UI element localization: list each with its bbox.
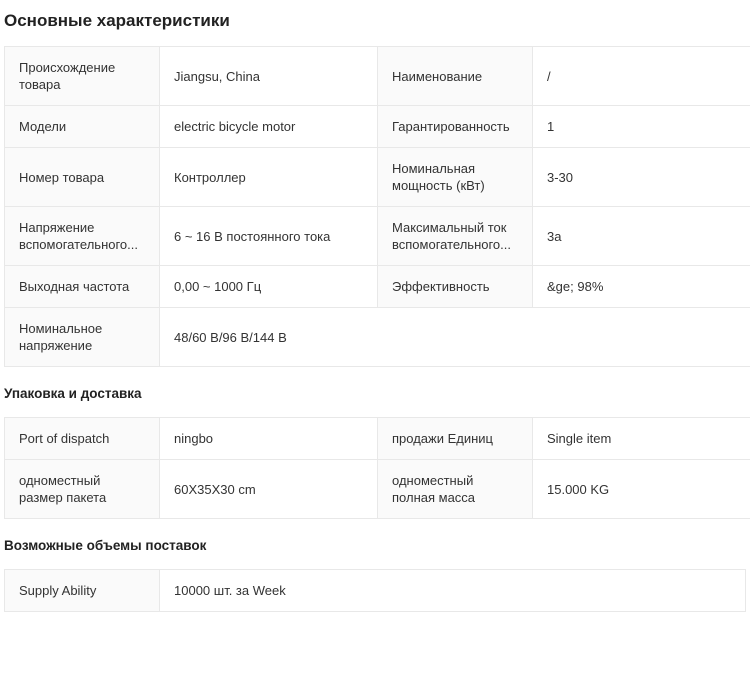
spec-label: Port of dispatch xyxy=(5,418,160,460)
section-title-supply-ability: Возможные объемы поставок xyxy=(4,535,750,557)
spec-value: 3-30 xyxy=(533,148,750,207)
spec-value: 10000 шт. за Week xyxy=(160,570,746,612)
spec-label: Выходная частота xyxy=(5,266,160,308)
spec-value: &ge; 98% xyxy=(533,266,750,308)
table-row xyxy=(5,460,750,519)
table-row xyxy=(5,308,750,367)
spec-label: Supply Ability xyxy=(5,570,160,612)
spec-value: 60X35X30 cm xyxy=(160,460,378,519)
spec-value: Jiangsu, China xyxy=(160,47,378,106)
spec-label: Модели xyxy=(5,106,160,148)
main-specs-table xyxy=(4,46,750,367)
spec-label: одноместный размер пакета xyxy=(5,460,160,519)
section-title-main-specs: Основные характеристики xyxy=(4,10,750,32)
table-row xyxy=(5,207,750,266)
spec-value: 0,00 ~ 1000 Гц xyxy=(160,266,378,308)
spec-label: Эффективность xyxy=(378,266,533,308)
spec-value: Контроллер xyxy=(160,148,378,207)
spec-value: 6 ~ 16 В постоянного тока xyxy=(160,207,378,266)
spec-label: Номер товара xyxy=(5,148,160,207)
table-row xyxy=(5,148,750,207)
table-row xyxy=(5,570,746,612)
spec-label: Происхождение товара xyxy=(5,47,160,106)
table-row xyxy=(5,106,750,148)
spec-label: продажи Единиц xyxy=(378,418,533,460)
spec-value: ningbo xyxy=(160,418,378,460)
spec-label: Напряжение вспомогательного... xyxy=(5,207,160,266)
spec-label: Гарантированность xyxy=(378,106,533,148)
spec-label: Максимальный ток вспомогательного... xyxy=(378,207,533,266)
table-row xyxy=(5,266,750,308)
spec-value: / xyxy=(533,47,750,106)
spec-label: Номинальная мощность (кВт) xyxy=(378,148,533,207)
spec-value: electric bicycle motor xyxy=(160,106,378,148)
packaging-table xyxy=(4,417,750,519)
spec-label: Номинальное напряжение xyxy=(5,308,160,367)
spec-label: одноместный полная масса xyxy=(378,460,533,519)
supply-ability-table xyxy=(4,569,746,612)
spec-value: Single item xyxy=(533,418,750,460)
spec-value: 3а xyxy=(533,207,750,266)
spec-label: Наименование xyxy=(378,47,533,106)
product-specs-page xyxy=(0,10,750,612)
section-title-packaging: Упаковка и доставка xyxy=(4,383,750,405)
spec-value: 48/60 В/96 В/144 В xyxy=(160,308,750,367)
spec-value: 1 xyxy=(533,106,750,148)
spec-value: 15.000 KG xyxy=(533,460,750,519)
table-row xyxy=(5,47,750,106)
table-row xyxy=(5,418,750,460)
